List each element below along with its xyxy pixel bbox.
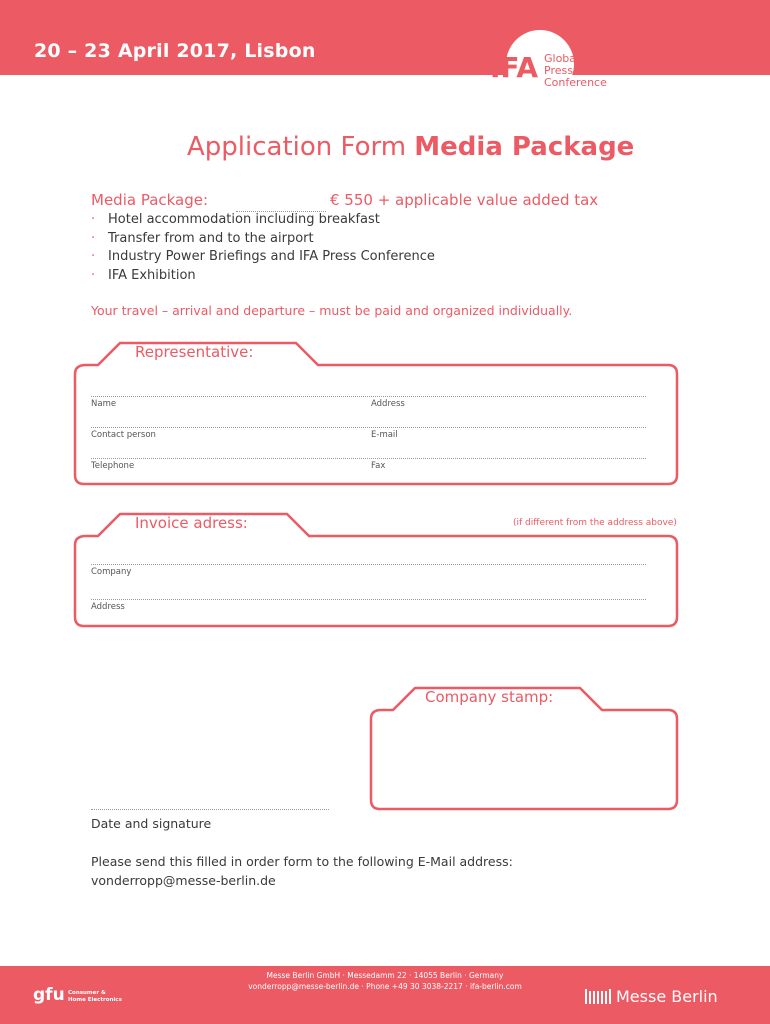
list-item-text: Transfer from and to the airport	[108, 230, 314, 246]
messe-berlin-text: Messe Berlin	[616, 987, 718, 1006]
telephone-label: Telephone	[91, 461, 135, 471]
ifa-logo-line1: Global	[544, 52, 580, 65]
list-item-text: Industry Power Briefings and IFA Press Conference	[108, 249, 435, 264]
send-instructions-text: Please send this filled in order form to the following E-Mail address:	[91, 854, 513, 869]
contact-person-label: Contact person	[91, 430, 156, 440]
bullet-icon: ·	[91, 267, 96, 283]
company-line	[91, 564, 646, 565]
invoice-address-line	[91, 599, 646, 600]
footer-address: Messe Berlin GmbH · Messedamm 22 · 14055 Berlin · Germany	[266, 971, 504, 980]
representative-title: Representative:	[135, 343, 254, 361]
address-label: Address	[371, 399, 405, 409]
date-signature-label: Date and signature	[91, 816, 212, 831]
page-title-light: Application Form	[187, 132, 415, 162]
invoice-title: Invoice adress:	[135, 514, 248, 532]
company-label: Company	[91, 567, 132, 577]
gfu-sub-line1: Consumer &	[68, 990, 106, 996]
send-instructions	[91, 852, 513, 890]
gfu-logo-subtitle	[68, 990, 122, 1004]
footer-contact: vonderropp@messe-berlin.de · Phone +49 30 3038-2217 · ifa-berlin.com	[248, 982, 522, 991]
ifa-logo-line2: Press	[544, 64, 573, 77]
gfu-logo: gfu	[33, 985, 65, 1005]
fax-label: Fax	[371, 461, 386, 471]
email-label: E-mail	[371, 430, 398, 440]
send-email-address: vonderropp@messe-berlin.de	[91, 873, 276, 888]
name-address-line	[91, 396, 646, 397]
footer-contact-info	[200, 970, 570, 992]
messe-bars-icon	[585, 988, 611, 1004]
contact-email-line	[91, 427, 646, 428]
list-item-text: Hotel accommodation including breakfast	[108, 212, 380, 227]
package-label: Media Package:	[91, 191, 209, 209]
name-label: Name	[91, 399, 117, 409]
list-item-text: IFA Exhibition	[108, 267, 196, 283]
invoice-address-label: Address	[91, 602, 125, 612]
ifa-logo-mark: IFA	[490, 51, 539, 84]
bullet-icon: ·	[91, 230, 96, 246]
package-price: € 550 + applicable value added tax	[330, 191, 599, 209]
ifa-logo-line3: Conference	[544, 76, 607, 89]
gfu-sub-line2: Home Electronics	[68, 997, 122, 1003]
stamp-box-outline	[371, 688, 677, 809]
messe-berlin-logo	[585, 987, 718, 1006]
invoice-note: (if different from the address above)	[513, 518, 677, 528]
signature-line	[91, 809, 329, 810]
company-stamp-title: Company stamp:	[425, 688, 554, 706]
bullet-icon: ·	[91, 212, 96, 227]
telephone-fax-line	[91, 458, 646, 459]
page-title-bold: Media Package	[414, 132, 635, 162]
event-date-title: 20 – 23 April 2017, Lisbon	[34, 40, 316, 62]
bullet-icon: ·	[91, 249, 96, 264]
travel-note: Your travel – arrival and departure – must be paid and organized individually.	[91, 303, 573, 318]
